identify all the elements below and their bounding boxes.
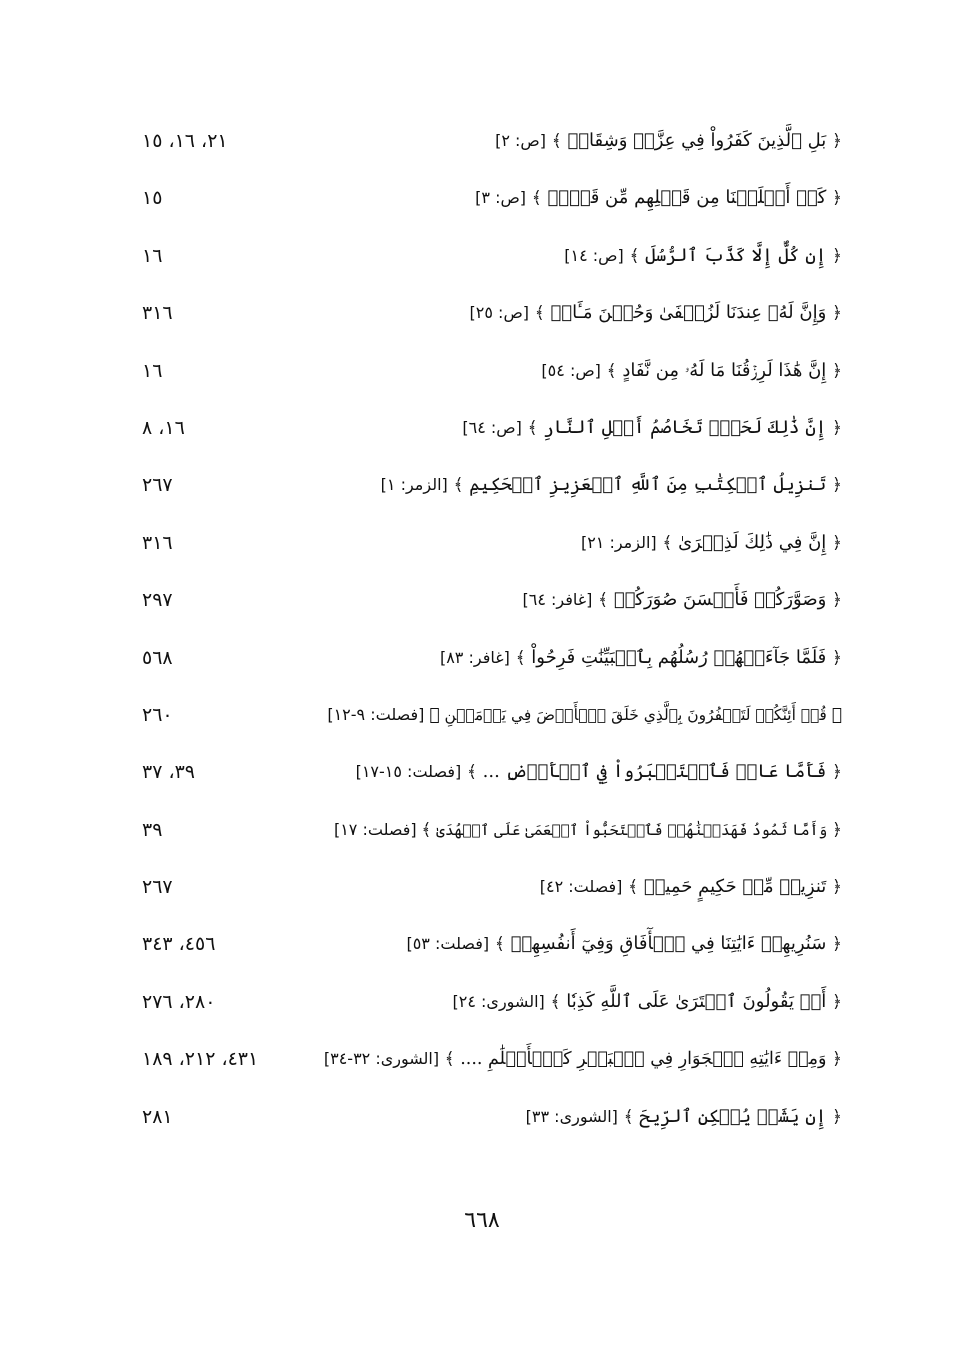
surah-reference: [الشورى: ٣٢-٣٤]	[323, 1049, 440, 1069]
index-row	[130, 118, 842, 175]
verse-text: كَمۡ أَهۡلَكۡنَا مِن قَبۡلِهِم مِّن قَرۡنٖ	[547, 187, 827, 209]
verse-text: قُلۡ أَئِنَّكُمۡ لَتَكۡفُرُونَ بِٱلَّذِي خَلَقَ ٱلۡأَرۡضَ فِي يَوۡمَيۡنِ	[444, 705, 827, 724]
surah-reference: [غافر: ٦٤]	[522, 590, 593, 610]
page-references: ٢٦٧	[142, 474, 173, 497]
surah-reference: [الزمر: ١]	[380, 475, 448, 495]
ornate-bracket-open: ﴿	[832, 991, 842, 1012]
verse-text: فَأَمَّا عَادٞ فَٱسۡتَكۡبَرُواْ فِي ٱلۡأَرۡضِ ...	[482, 761, 827, 783]
surah-reference: [غافر: ٨٣]	[439, 647, 510, 667]
verse-citation	[475, 181, 842, 215]
ornate-bracket-open: ﴿	[832, 877, 842, 898]
verse-citation	[540, 870, 842, 904]
ornate-bracket-close: ﴾	[494, 934, 505, 955]
page-references: ٢٨١	[142, 1105, 173, 1128]
page-references: ٢٨٠، ٢٧٦	[142, 990, 216, 1013]
verse-citation	[462, 411, 842, 445]
page-references: ١٦	[142, 359, 163, 382]
ornate-bracket-open: ﴿	[832, 590, 842, 611]
ornate-bracket-close: ﴾	[531, 188, 542, 209]
verse-text: إِن يَشَأۡ يُسۡكِنِ ٱلرِّيحَ	[639, 1105, 827, 1127]
page-references: ٢٦٠	[142, 703, 173, 726]
ornate-bracket-open: ﴿	[831, 704, 842, 725]
surah-reference: [فصلت: ١٥-١٧]	[355, 762, 462, 782]
ornate-bracket-close: ﴾	[429, 704, 440, 725]
ornate-bracket-close: ﴾	[551, 131, 562, 151]
verse-text: وَأَمَّا ثَمُودُ فَهَدَيۡنَٰهُمۡ فَٱسۡتَحَبُّواْ ٱلۡعَمَىٰ عَلَى ٱلۡهُدَىٰ	[436, 820, 828, 839]
surah-reference: [ص: ٥٤]	[541, 360, 601, 380]
ornate-bracket-close: ﴾	[453, 475, 464, 496]
verse-text: فَلَمَّا جَآءَتۡهُمۡ رُسُلُهُم بِٱلۡبَيِّنَٰتِ فَرِحُواْ	[531, 646, 827, 668]
ornate-bracket-close: ﴾	[534, 303, 545, 324]
verse-text: وَإِنَّ لَهُۥ عِندَنَا لَزُلۡفَىٰ وَحُسۡنَ مَـَٔابٖ	[550, 302, 827, 324]
index-row	[130, 577, 842, 634]
ornate-bracket-open: ﴿	[832, 475, 842, 496]
index-row	[130, 520, 842, 577]
verse-text: تَنزِيلٞ مِّنۡ حَكِيمٍ حَمِيدٖ	[643, 876, 827, 898]
surah-reference: [فصلت: ٤٢]	[539, 877, 623, 897]
ornate-bracket-open: ﴿	[832, 131, 842, 151]
ornate-bracket-close: ﴾	[623, 1106, 634, 1127]
ornate-bracket-open: ﴿	[832, 934, 842, 955]
ornate-bracket-close: ﴾	[550, 991, 561, 1012]
verse-citation	[453, 985, 843, 1019]
verse-citation	[327, 698, 842, 732]
page-references: ٢١، ١٦، ١٥	[142, 130, 228, 152]
verse-text: إِنَّ هَٰذَا لَرِزۡقُنَا مَا لَهُۥ مِن نَّفَادٍ	[622, 359, 827, 381]
ornate-bracket-open: ﴿	[832, 360, 842, 381]
verse-citation	[381, 468, 842, 502]
index-row	[130, 405, 842, 462]
index-row	[130, 635, 842, 692]
page-number: ٦٦٨	[464, 1208, 500, 1233]
ornate-bracket-open: ﴿	[832, 1049, 842, 1070]
page-references: ٤٣١، ٢١٢، ١٨٩	[142, 1048, 259, 1071]
ornate-bracket-open: ﴿	[832, 245, 842, 266]
ornate-bracket-open: ﴿	[832, 762, 842, 783]
index-row	[130, 807, 842, 864]
surah-reference: [فصلت: ١٧]	[333, 819, 417, 839]
ornate-bracket-open: ﴿	[832, 819, 842, 840]
surah-reference: [ص: ١٤]	[564, 245, 624, 265]
verse-citation	[334, 813, 842, 847]
verse-text: إِنَّ ذَٰلِكَ لَحَقّٞ تَخَاصُمُ أَهۡلِ ٱلنَّارِ	[543, 416, 827, 438]
page-references: ٥٦٨	[142, 646, 173, 669]
page-references: ٣١٦	[142, 531, 173, 554]
verse-citation	[406, 927, 842, 961]
surah-reference: [ص: ٢]	[495, 131, 546, 150]
verse-citation	[324, 1042, 842, 1076]
index-row	[130, 921, 842, 978]
surah-reference: [ص: ٣]	[475, 188, 527, 208]
verse-citation	[526, 1100, 842, 1134]
verse-citation	[495, 124, 842, 158]
verse-text: إِنَّ فِي ذَٰلِكَ لَذِكۡرَىٰ	[678, 531, 827, 553]
index-row	[130, 749, 842, 806]
verse-index-list	[130, 118, 842, 1151]
ornate-bracket-open: ﴿	[832, 532, 842, 553]
index-row	[130, 1036, 842, 1093]
ornate-bracket-open: ﴿	[832, 188, 842, 209]
ornate-bracket-close: ﴾	[444, 1049, 455, 1070]
verse-citation	[470, 296, 842, 330]
surah-reference: [ص: ٦٤]	[462, 417, 522, 437]
page-references: ٣١٦	[142, 302, 173, 325]
ornate-bracket-close: ﴾	[421, 819, 432, 840]
surah-reference: [الشورى: ٣٣]	[525, 1106, 618, 1126]
surah-reference: [الشورى: ٢٤]	[452, 991, 545, 1011]
ornate-bracket-open: ﴿	[832, 303, 842, 324]
index-row	[130, 233, 842, 290]
verse-citation	[440, 641, 842, 675]
verse-text: أَمۡ يَقُولُونَ ٱفۡتَرَىٰ عَلَى ٱللَّهِ كَذِبٗا	[566, 990, 827, 1012]
ornate-bracket-close: ﴾	[628, 877, 639, 898]
index-row	[130, 692, 842, 749]
verse-citation	[581, 526, 842, 560]
page-references: ١٦، ٨	[142, 416, 185, 439]
page-references: ١٥	[142, 187, 163, 210]
surah-reference: [فصلت: ٩-١٢]	[327, 704, 425, 724]
page-references: ٣٩، ٣٧	[142, 761, 196, 784]
verse-citation	[541, 354, 842, 388]
verse-text: بَلِ ٱلَّذِينَ كَفَرُواْ فِي عِزَّةٖ وَشِقَاقٖ	[567, 130, 827, 151]
ornate-bracket-open: ﴿	[832, 1106, 842, 1127]
verse-text: تَنزِيلُ ٱلۡكِتَٰبِ مِنَ ٱللَّهِ ٱلۡعَزِيزِ ٱلۡحَكِيمِ	[469, 474, 827, 496]
ornate-bracket-close: ﴾	[598, 590, 609, 611]
verse-citation	[523, 583, 843, 617]
page-references: ٤٥٦، ٣٤٣	[142, 933, 216, 956]
verse-text: وَصَوَّرَكُمۡ فَأَحۡسَنَ صُوَرَكُمۡ	[613, 589, 827, 611]
index-row	[130, 462, 842, 519]
ornate-bracket-close: ﴾	[527, 417, 538, 438]
ornate-bracket-close: ﴾	[515, 647, 526, 668]
index-row	[130, 1094, 842, 1151]
surah-reference: [ص: ٢٥]	[469, 303, 530, 323]
ornate-bracket-close: ﴾	[662, 532, 673, 553]
verse-citation	[564, 239, 842, 273]
verse-text: وَمِنۡ ءَايَٰتِهِ ٱلۡجَوَارِ فِي ٱلۡبَحۡرِ كَٱلۡأَعۡلَٰمِ ....	[460, 1049, 827, 1070]
page-references: ٢٩٧	[142, 589, 173, 612]
verse-citation	[356, 755, 842, 789]
ornate-bracket-close: ﴾	[606, 360, 617, 381]
index-row	[130, 979, 842, 1036]
index-row	[130, 175, 842, 232]
page-references: ١٦	[142, 244, 163, 267]
page-references: ٢٦٧	[142, 876, 173, 899]
index-row	[130, 290, 842, 347]
index-row	[130, 348, 842, 405]
page-references: ٣٩	[142, 818, 163, 841]
verse-text: سَنُرِيهِمۡ ءَايَٰتِنَا فِي ٱلۡأٓفَاقِ وَفِيٓ أَنفُسِهِمۡ	[510, 933, 827, 955]
ornate-bracket-close: ﴾	[466, 762, 477, 783]
verse-text: إِن كُلٌّ إِلَّا كَذَّبَ ٱلرُّسُلَ	[645, 244, 827, 266]
ornate-bracket-open: ﴿	[832, 647, 842, 668]
surah-reference: [الزمر: ٢١]	[580, 532, 657, 552]
index-row	[130, 864, 842, 921]
ornate-bracket-open: ﴿	[832, 417, 842, 438]
ornate-bracket-close: ﴾	[629, 245, 640, 266]
surah-reference: [فصلت: ٥٣]	[406, 934, 490, 954]
